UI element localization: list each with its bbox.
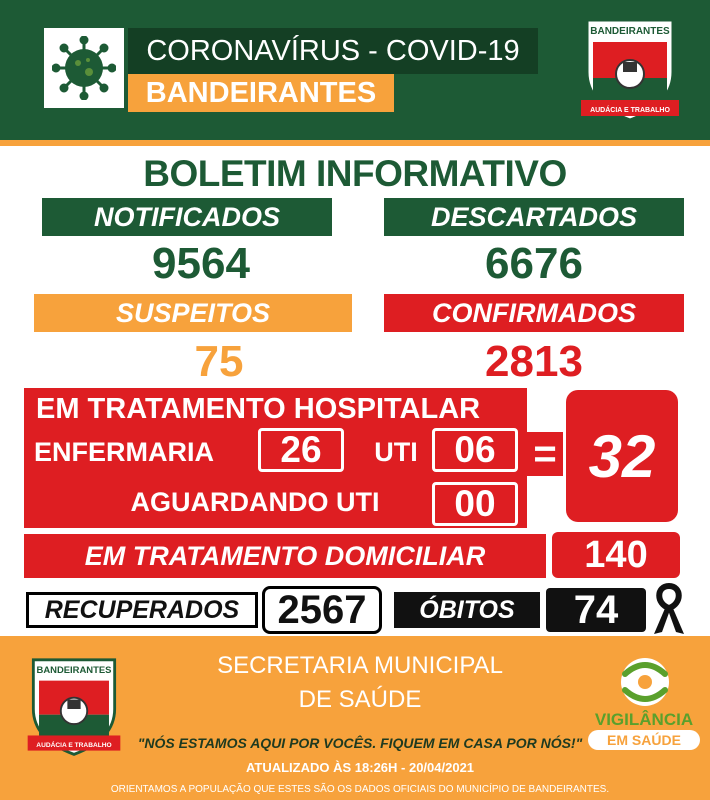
vigilancia-subtitle: EM SAÚDE	[588, 730, 700, 750]
hospital-title: EM TRATAMENTO HOSPITALAR	[36, 392, 481, 425]
domiciliar-label: EM TRATAMENTO DOMICILIAR	[24, 534, 546, 578]
vigilancia-logo-icon	[590, 652, 700, 712]
bulletin-title: BOLETIM INFORMATIVO	[143, 153, 567, 194]
update-timestamp: ATUALIZADO ÀS 18:26H - 20/04/2021	[245, 759, 475, 775]
recuperados-label: RECUPERADOS	[26, 592, 258, 628]
descartados-label: DESCARTADOS	[384, 198, 684, 236]
equals-sign: =	[527, 432, 563, 476]
suspeitos-value: 75	[194, 337, 244, 386]
header-city: BANDEIRANTES	[128, 74, 394, 112]
obitos-value: 74	[546, 588, 646, 632]
aguardando-uti-value: 00	[432, 482, 518, 526]
suspeitos-label: SUSPEITOS	[34, 294, 352, 332]
enfermaria-value: 26	[258, 428, 344, 472]
recuperados-value: 2567	[262, 586, 382, 634]
confirmados-value: 2813	[485, 337, 583, 386]
svg-text:AUDÁCIA E TRABALHO: AUDÁCIA E TRABALHO	[36, 741, 112, 749]
svg-text:BANDEIRANTES: BANDEIRANTES	[590, 26, 670, 37]
header-title: CORONAVÍRUS - COVID-19	[128, 28, 538, 74]
notificados-value: 9564	[152, 239, 250, 288]
hospital-total-value: 32	[566, 390, 678, 522]
obitos-label: ÓBITOS	[394, 592, 540, 628]
secretaria-line2: DE SAÚDE	[298, 686, 422, 713]
city-crest-logo	[575, 12, 685, 132]
official-data-notice: ORIENTAMOS A POPULAÇÃO QUE ESTES SÃO OS DADOS OFICIAIS DO MUNICÍPIO DE BANDEIRANTES.	[110, 783, 610, 795]
svg-text:AUDÁCIA E TRABALHO: AUDÁCIA E TRABALHO	[590, 107, 670, 114]
virus-icon-box	[44, 28, 124, 108]
vigilancia-title: VIGILÂNCIA	[594, 710, 694, 729]
uti-value: 06	[432, 428, 518, 472]
notificados-label: NOTIFICADOS	[42, 198, 332, 236]
secretaria-line1: SECRETARIA MUNICIPAL	[217, 652, 503, 679]
aguardando-uti-label: AGUARDANDO UTI	[130, 486, 380, 517]
confirmados-label: CONFIRMADOS	[384, 294, 684, 332]
domiciliar-value: 140	[552, 532, 680, 578]
footer-quote: "NÓS ESTAMOS AQUI POR VOCÊS. FIQUEM EM CASA POR NÓS!"	[137, 735, 583, 751]
svg-text:BANDEIRANTES: BANDEIRANTES	[36, 665, 112, 677]
virus-icon	[52, 36, 116, 100]
descartados-value: 6676	[485, 239, 583, 288]
header-orange-strip	[0, 140, 710, 146]
city-crest-logo-footer	[22, 652, 126, 766]
mourning-ribbon-icon	[648, 582, 690, 638]
uti-label: UTI	[374, 436, 418, 467]
enfermaria-label: ENFERMARIA	[34, 436, 214, 467]
